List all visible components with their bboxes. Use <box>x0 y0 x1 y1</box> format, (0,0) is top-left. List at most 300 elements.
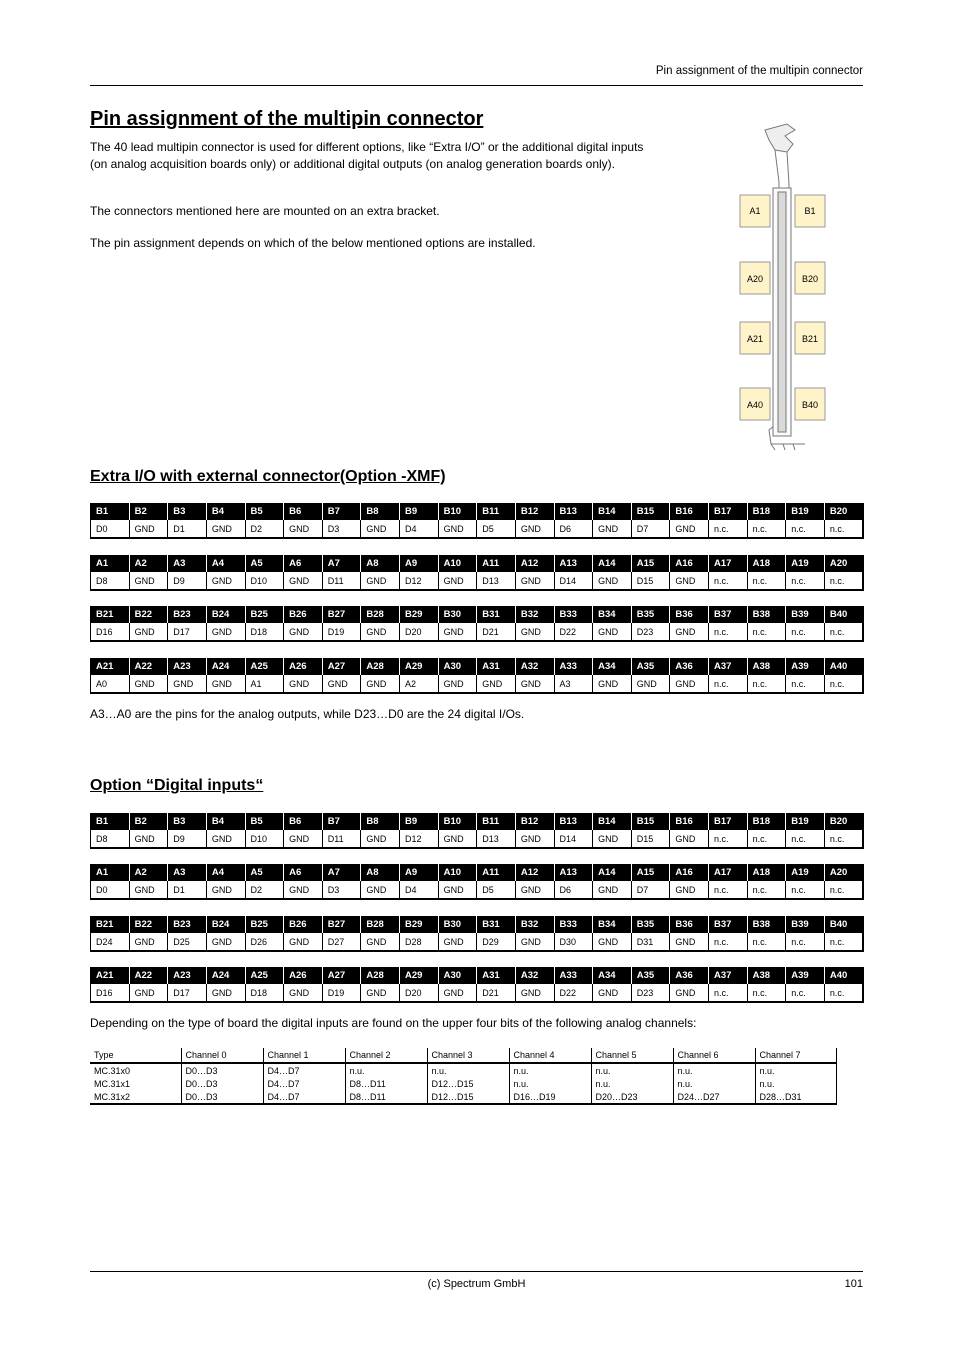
pin-signal: D7 <box>631 520 670 538</box>
pin-header: B38 <box>747 606 786 623</box>
pin-signal: n.c. <box>709 675 748 693</box>
pin-header: A17 <box>709 864 748 881</box>
pin-header: A31 <box>477 658 516 675</box>
pin-header: B24 <box>206 606 245 623</box>
section-heading-digital: Option “Digital inputs“ <box>90 777 264 794</box>
channel-table-cell: D28…D31 <box>755 1090 836 1104</box>
pin-header: A40 <box>824 658 863 675</box>
pin-signal: D19 <box>322 623 361 641</box>
pin-header: A6 <box>284 555 323 572</box>
pin-header: B34 <box>593 916 632 933</box>
pin-header: B40 <box>824 916 863 933</box>
pin-signal: D20 <box>400 623 439 641</box>
pin-header: B11 <box>477 813 516 830</box>
pin-header: B32 <box>515 606 554 623</box>
pin-header: B22 <box>129 606 168 623</box>
pin-header: A23 <box>168 658 207 675</box>
pin-signal: GND <box>206 572 245 590</box>
pin-signal: n.c. <box>709 520 748 538</box>
pin-header: B27 <box>322 916 361 933</box>
pin-header: A3 <box>168 555 207 572</box>
pin-signal: GND <box>670 881 709 899</box>
pin-signal: D8 <box>91 830 130 848</box>
pin-signal: n.c. <box>824 520 863 538</box>
pin-header: A29 <box>400 967 439 984</box>
pin-header: A14 <box>593 864 632 881</box>
pin-signal: GND <box>361 984 400 1002</box>
pin-signal: D0 <box>91 520 130 538</box>
pin-header: A4 <box>206 555 245 572</box>
pin-signal: GND <box>670 572 709 590</box>
pin-header: A18 <box>747 864 786 881</box>
pin-header: A7 <box>322 555 361 572</box>
channel-table-header: Channel 3 <box>427 1048 509 1063</box>
channel-table-cell: n.u. <box>755 1063 836 1077</box>
pin-signal: n.c. <box>786 675 825 693</box>
footer-copyright: (c) Spectrum GmbH <box>427 1278 526 1290</box>
pin-signal: GND <box>206 881 245 899</box>
pin-signal: GND <box>515 675 554 693</box>
page-number: 101 <box>844 1278 863 1290</box>
pin-header: B24 <box>206 916 245 933</box>
pin-signal: n.c. <box>709 830 748 848</box>
pin-signal: D26 <box>245 933 284 951</box>
pin-signal: GND <box>129 572 168 590</box>
pin-header: A8 <box>361 864 400 881</box>
table-row <box>90 1077 836 1090</box>
pin-signal: D27 <box>322 933 361 951</box>
pin-header: A26 <box>284 658 323 675</box>
pin-signal: n.c. <box>709 572 748 590</box>
pin-signal: GND <box>361 520 400 538</box>
pin-signal: n.c. <box>786 881 825 899</box>
pin-header: B36 <box>670 916 709 933</box>
pin-signal: GND <box>284 572 323 590</box>
channel-table-cell: D8…D11 <box>345 1077 427 1090</box>
pin-signal: GND <box>515 520 554 538</box>
pin-header: B30 <box>438 916 477 933</box>
pin-signal: GND <box>168 675 207 693</box>
pin-header: B17 <box>709 503 748 520</box>
pin-signal: GND <box>593 984 632 1002</box>
pin-header: A15 <box>631 864 670 881</box>
label-b20: B20 <box>801 274 819 284</box>
pin-signal: GND <box>361 933 400 951</box>
pin-header: B33 <box>554 606 593 623</box>
pin-header: A28 <box>361 967 400 984</box>
channel-table-header: Channel 5 <box>591 1048 673 1063</box>
pin-header: A26 <box>284 967 323 984</box>
channel-table-cell: D16…D19 <box>509 1090 591 1104</box>
pin-header: B12 <box>515 503 554 520</box>
pin-header: B14 <box>593 813 632 830</box>
digital-pin-table <box>90 967 864 1003</box>
pin-header: B20 <box>824 503 863 520</box>
pin-header: A35 <box>631 658 670 675</box>
pin-header: A16 <box>670 555 709 572</box>
pin-signal: D20 <box>400 984 439 1002</box>
pin-header: A6 <box>284 864 323 881</box>
pin-header: B18 <box>747 813 786 830</box>
pin-header: A34 <box>593 967 632 984</box>
channel-table-header: Channel 7 <box>755 1048 836 1063</box>
pin-header: A12 <box>515 555 554 572</box>
pin-header: B1 <box>91 813 130 830</box>
pin-header: B37 <box>709 916 748 933</box>
pin-signal: GND <box>515 933 554 951</box>
pin-signal: D19 <box>322 984 361 1002</box>
pin-header: A5 <box>245 864 284 881</box>
pin-header: A14 <box>593 555 632 572</box>
channel-table-header: Channel 6 <box>673 1048 755 1063</box>
pin-header: A34 <box>593 658 632 675</box>
pin-signal: n.c. <box>824 572 863 590</box>
pin-header: B35 <box>631 606 670 623</box>
pin-header: B18 <box>747 503 786 520</box>
pin-signal: D14 <box>554 572 593 590</box>
pin-signal: GND <box>361 623 400 641</box>
pin-header: A38 <box>747 967 786 984</box>
pin-header: B19 <box>786 813 825 830</box>
pin-signal: D25 <box>168 933 207 951</box>
pin-signal: GND <box>206 520 245 538</box>
pin-signal: GND <box>438 675 477 693</box>
pin-signal: n.c. <box>747 830 786 848</box>
pin-header: B29 <box>400 606 439 623</box>
pin-signal: D15 <box>631 830 670 848</box>
pin-header: B21 <box>91 606 130 623</box>
pin-header: A12 <box>515 864 554 881</box>
xmf-pin-table <box>90 503 864 539</box>
pin-header: B6 <box>284 503 323 520</box>
pin-signal: GND <box>515 572 554 590</box>
channel-table-cell: D4…D7 <box>263 1090 345 1104</box>
pin-header: A36 <box>670 658 709 675</box>
pin-signal: GND <box>129 881 168 899</box>
pin-header: A13 <box>554 864 593 881</box>
pin-signal: GND <box>206 984 245 1002</box>
pin-header: A7 <box>322 864 361 881</box>
connector-diagram <box>735 122 830 452</box>
pin-header: B28 <box>361 916 400 933</box>
channel-table-cell: n.u. <box>673 1063 755 1077</box>
pin-signal: A2 <box>400 675 439 693</box>
digital-pin-table <box>90 813 864 849</box>
pin-header: B25 <box>245 916 284 933</box>
pin-signal: D9 <box>168 572 207 590</box>
pin-signal: D28 <box>400 933 439 951</box>
pin-header: B36 <box>670 606 709 623</box>
channel-table <box>90 1048 837 1105</box>
pin-header: B26 <box>284 916 323 933</box>
pin-header: B21 <box>91 916 130 933</box>
pin-signal: D11 <box>322 830 361 848</box>
pin-header: A39 <box>786 967 825 984</box>
pin-signal: D22 <box>554 984 593 1002</box>
pin-header: A24 <box>206 967 245 984</box>
pin-signal: GND <box>438 520 477 538</box>
pin-signal: GND <box>593 572 632 590</box>
pin-signal: n.c. <box>747 984 786 1002</box>
pin-signal: n.c. <box>824 881 863 899</box>
pin-header: A32 <box>515 658 554 675</box>
pin-header: B20 <box>824 813 863 830</box>
pin-header: B3 <box>168 503 207 520</box>
pin-header: A32 <box>515 967 554 984</box>
pin-header: B34 <box>593 606 632 623</box>
channel-table-cell: n.u. <box>509 1077 591 1090</box>
table-row <box>90 1063 836 1077</box>
pin-header: B3 <box>168 813 207 830</box>
pin-header: A19 <box>786 864 825 881</box>
channel-table-cell: D0…D3 <box>181 1090 263 1104</box>
pin-signal: D12 <box>400 572 439 590</box>
pin-signal: n.c. <box>824 675 863 693</box>
pin-signal: D10 <box>245 572 284 590</box>
pin-signal: D16 <box>91 984 130 1002</box>
label-a40: A40 <box>746 400 764 410</box>
pin-signal: GND <box>322 675 361 693</box>
pin-signal: n.c. <box>709 881 748 899</box>
header-rule <box>90 85 863 86</box>
channel-table-cell: D12…D15 <box>427 1090 509 1104</box>
pin-header: A36 <box>670 967 709 984</box>
pin-signal: n.c. <box>747 623 786 641</box>
channel-table-cell: D24…D27 <box>673 1090 755 1104</box>
xmf-pin-table <box>90 555 864 591</box>
pin-signal: GND <box>284 933 323 951</box>
channel-table-header: Type <box>90 1048 181 1063</box>
pin-header: A18 <box>747 555 786 572</box>
channel-table-cell: n.u. <box>591 1077 673 1090</box>
pin-signal: GND <box>206 933 245 951</box>
pin-signal: D18 <box>245 623 284 641</box>
pin-signal: D6 <box>554 520 593 538</box>
pin-signal: D1 <box>168 881 207 899</box>
pin-signal: D6 <box>554 881 593 899</box>
pin-signal: GND <box>670 933 709 951</box>
pin-header: A35 <box>631 967 670 984</box>
pin-header: B7 <box>322 503 361 520</box>
pin-header: B29 <box>400 916 439 933</box>
pin-header: B31 <box>477 916 516 933</box>
pin-signal: D23 <box>631 984 670 1002</box>
running-header: Pin assignment of the multipin connector <box>655 65 863 77</box>
pin-signal: D5 <box>477 881 516 899</box>
pin-signal: GND <box>515 881 554 899</box>
channel-table-header: Channel 4 <box>509 1048 591 1063</box>
channel-table-cell: D8…D11 <box>345 1090 427 1104</box>
pin-header: B11 <box>477 503 516 520</box>
pin-header: B4 <box>206 813 245 830</box>
pin-signal: A3 <box>554 675 593 693</box>
pin-header: A20 <box>824 864 863 881</box>
pin-signal: GND <box>670 520 709 538</box>
pin-signal: D13 <box>477 572 516 590</box>
pin-signal: GND <box>670 830 709 848</box>
pin-header: B27 <box>322 606 361 623</box>
pin-signal: D4 <box>400 520 439 538</box>
pin-signal: GND <box>593 675 632 693</box>
pin-signal: D10 <box>245 830 284 848</box>
pin-signal: n.c. <box>747 881 786 899</box>
pin-header: A10 <box>438 555 477 572</box>
pin-signal: GND <box>129 984 168 1002</box>
pin-header: B5 <box>245 503 284 520</box>
pin-signal: D1 <box>168 520 207 538</box>
pin-header: A39 <box>786 658 825 675</box>
pin-header: A27 <box>322 658 361 675</box>
pin-signal: D3 <box>322 520 361 538</box>
channel-table-cell: MC.31x1 <box>94 1078 131 1089</box>
pin-header: A37 <box>709 967 748 984</box>
intro-paragraph-1: The 40 lead multipin connector is used for different options, like “Extra I/O” or the additional digital inputs (on analog acquisition boards only) or additional digital outputs (on analog generation boards only). <box>90 140 644 171</box>
pin-signal: n.c. <box>709 933 748 951</box>
pin-signal: GND <box>206 675 245 693</box>
channel-table-cell: n.u. <box>427 1063 509 1077</box>
pin-header: B2 <box>129 813 168 830</box>
pin-header: B5 <box>245 813 284 830</box>
pin-header: A27 <box>322 967 361 984</box>
pin-signal: GND <box>593 881 632 899</box>
pin-header: A1 <box>91 555 130 572</box>
pin-header: A30 <box>438 967 477 984</box>
pin-header: B25 <box>245 606 284 623</box>
pin-signal: D2 <box>245 520 284 538</box>
pin-signal: GND <box>670 675 709 693</box>
pin-signal: D9 <box>168 830 207 848</box>
pin-header: A21 <box>91 658 130 675</box>
label-b21: B21 <box>801 334 819 344</box>
pin-signal: D17 <box>168 984 207 1002</box>
pin-signal: n.c. <box>709 623 748 641</box>
pin-header: B8 <box>361 813 400 830</box>
pin-signal: GND <box>515 623 554 641</box>
pin-header: B39 <box>786 606 825 623</box>
channel-table-cell: n.u. <box>755 1077 836 1090</box>
pin-header: A17 <box>709 555 748 572</box>
pin-header: A23 <box>168 967 207 984</box>
pin-signal: GND <box>670 984 709 1002</box>
pin-header: A11 <box>477 864 516 881</box>
pin-header: B23 <box>168 916 207 933</box>
pin-header: B7 <box>322 813 361 830</box>
pin-header: A16 <box>670 864 709 881</box>
channel-table-cell: D0…D3 <box>181 1077 263 1090</box>
pin-signal: D23 <box>631 623 670 641</box>
pin-header: A8 <box>361 555 400 572</box>
pin-header: A29 <box>400 658 439 675</box>
pin-signal: n.c. <box>747 572 786 590</box>
channel-table-cell: n.u. <box>345 1063 427 1077</box>
channel-table-cell: MC.31x2 <box>90 1090 181 1104</box>
pin-header: B13 <box>554 813 593 830</box>
pin-signal: GND <box>477 675 516 693</box>
pin-signal: n.c. <box>824 933 863 951</box>
pin-signal: D8 <box>91 572 130 590</box>
pin-signal: n.c. <box>747 933 786 951</box>
pin-header: B15 <box>631 813 670 830</box>
pin-header: B15 <box>631 503 670 520</box>
pin-header: B40 <box>824 606 863 623</box>
pin-signal: GND <box>593 520 632 538</box>
footer-rule <box>90 1271 863 1272</box>
pin-header: B39 <box>786 916 825 933</box>
digital-note: Depending on the type of board the digital inputs are found on the upper four bits of the following analog channels: <box>90 1016 697 1030</box>
pin-header: B17 <box>709 813 748 830</box>
pin-signal: n.c. <box>786 933 825 951</box>
pin-header: A25 <box>245 658 284 675</box>
pin-signal: D14 <box>554 830 593 848</box>
pin-signal: D21 <box>477 623 516 641</box>
pin-signal: GND <box>670 623 709 641</box>
pin-header: B16 <box>670 503 709 520</box>
pin-header: B9 <box>400 813 439 830</box>
pin-header: B22 <box>129 916 168 933</box>
pin-header: A25 <box>245 967 284 984</box>
pin-signal: D11 <box>322 572 361 590</box>
pin-signal: n.c. <box>709 984 748 1002</box>
pin-header: B32 <box>515 916 554 933</box>
pin-header: A15 <box>631 555 670 572</box>
pin-header: A9 <box>400 864 439 881</box>
pin-signal: D15 <box>631 572 670 590</box>
channel-table-header: Channel 0 <box>181 1048 263 1063</box>
pin-header: A4 <box>206 864 245 881</box>
pin-signal: D17 <box>168 623 207 641</box>
xmf-pin-table <box>90 606 864 642</box>
pin-signal: GND <box>593 623 632 641</box>
pin-signal: D22 <box>554 623 593 641</box>
pin-signal: GND <box>284 623 323 641</box>
pin-header: A5 <box>245 555 284 572</box>
pin-header: A30 <box>438 658 477 675</box>
pin-header: A9 <box>400 555 439 572</box>
digital-pin-table <box>90 916 864 952</box>
pin-signal: GND <box>438 933 477 951</box>
pin-signal: n.c. <box>786 572 825 590</box>
pin-header: A22 <box>129 658 168 675</box>
pin-header: B4 <box>206 503 245 520</box>
pin-header: B16 <box>670 813 709 830</box>
pin-signal: GND <box>284 830 323 848</box>
pin-header: A10 <box>438 864 477 881</box>
pin-signal: GND <box>593 933 632 951</box>
label-b40: B40 <box>801 400 819 410</box>
pin-header: B9 <box>400 503 439 520</box>
pin-signal: D7 <box>631 881 670 899</box>
pin-header: B1 <box>91 503 130 520</box>
pin-signal: GND <box>515 830 554 848</box>
label-a20: A20 <box>746 274 764 284</box>
pin-header: B38 <box>747 916 786 933</box>
pin-signal: D29 <box>477 933 516 951</box>
pin-signal: GND <box>129 830 168 848</box>
pin-header: A2 <box>129 555 168 572</box>
channel-table-cell: n.u. <box>591 1063 673 1077</box>
pin-header: B19 <box>786 503 825 520</box>
pin-signal: GND <box>129 675 168 693</box>
intro-paragraph-3: The pin assignment depends on which of the below mentioned options are installed. <box>90 236 536 250</box>
pin-signal: n.c. <box>747 675 786 693</box>
pin-signal: A0 <box>91 675 130 693</box>
pin-signal: n.c. <box>824 984 863 1002</box>
pin-header: B2 <box>129 503 168 520</box>
pin-signal: GND <box>129 520 168 538</box>
channel-table-header: Channel 2 <box>345 1048 427 1063</box>
pin-signal: GND <box>438 572 477 590</box>
pin-header: A20 <box>824 555 863 572</box>
